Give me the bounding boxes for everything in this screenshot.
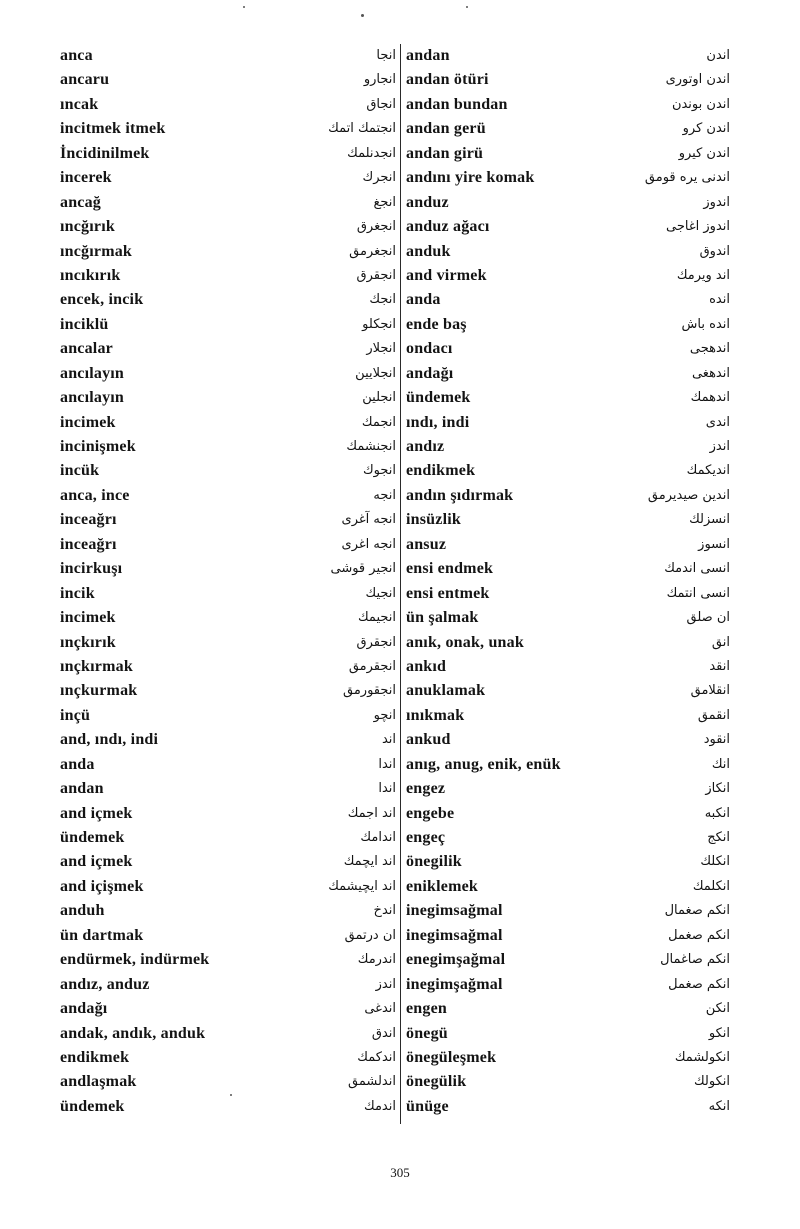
entry-turkish: inegimşağmal (406, 975, 503, 993)
dictionary-entry (60, 875, 396, 899)
entry-arabic-script: انجلين (362, 390, 396, 406)
dictionary-entry (60, 1070, 396, 1094)
entry-arabic-script: اندمك (364, 1098, 396, 1114)
entry-turkish: ündemek (60, 1097, 125, 1115)
dictionary-entry (404, 117, 730, 141)
dictionary-entry (404, 582, 730, 606)
entry-arabic-script: انكلك (700, 854, 730, 870)
entry-arabic-script: انجه (373, 487, 396, 503)
entry-arabic-script: انك (711, 756, 730, 772)
entry-arabic-script: انقود (703, 732, 730, 748)
entry-turkish: andağı (406, 364, 454, 382)
entry-arabic-script: انكو (708, 1025, 730, 1041)
dictionary-entry (404, 948, 730, 972)
entry-arabic-script: انجقرق (356, 634, 396, 650)
dictionary-entry (404, 753, 730, 777)
dictionary-entry (404, 704, 730, 728)
dictionary-entry (404, 435, 730, 459)
entry-turkish: önegü (406, 1024, 448, 1042)
dictionary-entry (60, 240, 396, 264)
entry-turkish: inegimsağmal (406, 926, 503, 944)
entry-arabic-script: انجغرق (356, 219, 396, 235)
entry-turkish: andız (406, 438, 445, 455)
dictionary-entry (60, 1095, 396, 1119)
entry-turkish: inceağrı (60, 511, 117, 529)
dictionary-entry (404, 631, 730, 655)
entry-turkish: anduz (406, 193, 449, 211)
entry-arabic-script: انقمق (697, 707, 730, 723)
entry-arabic-script: انجنشمك (346, 439, 396, 454)
dictionary-entry (60, 1046, 396, 1070)
entry-turkish: ancaru (60, 71, 110, 89)
entry-arabic-script: انديكمك (686, 463, 730, 479)
entry-turkish: ıncıkırık (60, 266, 121, 284)
dictionary-entry (60, 435, 396, 459)
dictionary-entry (60, 973, 396, 997)
dictionary-entry (60, 191, 396, 215)
entry-arabic-script: اندوق (699, 243, 730, 259)
entry-arabic-script: انجرك (362, 170, 396, 186)
entry-arabic-script: اندن بوندن (671, 96, 730, 112)
entry-arabic-script: انجه آغرى (341, 512, 396, 528)
entry-arabic-script: اندكمك (357, 1049, 396, 1065)
entry-arabic-script: انجا (376, 48, 396, 63)
print-speck (361, 14, 364, 17)
entry-arabic-script: انجدنلمك (347, 145, 396, 161)
dictionary-entry (404, 264, 730, 288)
entry-arabic-script: انكم صاغمال (660, 952, 730, 968)
dictionary-entry (404, 166, 730, 190)
dictionary-entry (60, 997, 396, 1021)
entry-arabic-script: اندين صيديرمق (647, 487, 730, 503)
entry-turkish: ınıkmak (406, 706, 465, 724)
entry-arabic-script: اندوز (703, 194, 730, 210)
entry-arabic-script: اندامك (360, 830, 396, 845)
dictionary-entry (404, 411, 730, 435)
dictionary-entry (60, 777, 396, 801)
dictionary-entry (60, 337, 396, 361)
dictionary-entry (404, 1095, 730, 1119)
dictionary-entry (404, 386, 730, 410)
entry-arabic-script: اندلشمق (348, 1074, 396, 1090)
dictionary-entry (60, 386, 396, 410)
entry-turkish: anuklamak (406, 682, 486, 700)
dictionary-entry (404, 191, 730, 215)
entry-turkish: incitmek itmek (60, 120, 166, 138)
entry-turkish: ondacı (406, 340, 453, 358)
entry-turkish: andını yire komak (406, 169, 535, 187)
entry-turkish: ünüge (406, 1097, 449, 1115)
entry-turkish: ende baş (406, 315, 467, 333)
entry-turkish: ün şalmak (406, 609, 479, 627)
entry-turkish: önegilik (406, 853, 462, 871)
entry-turkish: andağı (60, 1000, 108, 1018)
entry-arabic-script: اندهمك (690, 390, 730, 406)
entry-turkish: ansuz (406, 535, 447, 553)
entry-turkish: ündemek (406, 389, 471, 407)
entry-turkish: anda (406, 291, 441, 309)
entry-arabic-script: اندا (378, 781, 396, 797)
entry-turkish: inçü (60, 706, 91, 724)
page-number: 305 (390, 1165, 410, 1180)
entry-turkish: and içmek (60, 853, 133, 871)
entry-arabic-script: انكم صغمل (668, 927, 730, 943)
entry-turkish: inceağrı (60, 535, 117, 553)
entry-arabic-script: انكلمك (692, 878, 730, 894)
entry-turkish: incik (60, 584, 95, 602)
dictionary-entry (60, 68, 396, 92)
entry-turkish: andın şıdırmak (406, 486, 514, 504)
entry-arabic-script: انجاق (366, 96, 396, 112)
entry-arabic-script: انكاز (705, 781, 730, 797)
dictionary-entry (60, 142, 396, 166)
dictionary-entry (60, 411, 396, 435)
entry-turkish: and virmek (406, 266, 487, 284)
entry-arabic-script: اندنى يره قومق (644, 170, 730, 186)
entry-turkish: and içmek (60, 804, 133, 822)
dictionary-entry (60, 948, 396, 972)
entry-turkish: inciklü (60, 315, 109, 333)
entry-arabic-script: اندز (709, 439, 730, 454)
dictionary-entry (60, 802, 396, 826)
dictionary-entry (60, 850, 396, 874)
dictionary-entry (404, 1070, 730, 1094)
entry-arabic-script: انجتمك اتمك (328, 121, 396, 137)
dictionary-entry (404, 93, 730, 117)
entry-arabic-script: اندا (378, 756, 396, 772)
entry-arabic-script: اندى (705, 414, 730, 430)
dictionary-entry (60, 93, 396, 117)
entry-arabic-script: انجلايين (355, 365, 396, 381)
dictionary-entry (404, 313, 730, 337)
entry-turkish: engebe (406, 804, 455, 822)
entry-turkish: and, ındı, indi (60, 731, 159, 749)
entry-turkish: andız, anduz (60, 975, 150, 993)
dictionary-entry (60, 264, 396, 288)
dictionary-entry (404, 557, 730, 581)
entry-arabic-script: انقلامق (690, 683, 730, 699)
entry-turkish: ün dartmak (60, 926, 144, 944)
entry-turkish: andan gerü (406, 120, 486, 138)
entry-turkish: anda (60, 755, 95, 773)
dictionary-entry (404, 459, 730, 483)
entry-turkish: insüzlik (406, 511, 461, 529)
dictionary-entry (60, 313, 396, 337)
entry-arabic-script: انقد (709, 658, 730, 674)
dictionary-entry (404, 899, 730, 923)
dictionary-entry (404, 337, 730, 361)
dictionary-entry (404, 215, 730, 239)
entry-arabic-script: اند اجمك (347, 805, 396, 821)
entry-turkish: ancılayın (60, 389, 125, 407)
entry-arabic-script: انجيمك (357, 610, 396, 626)
entry-arabic-script: اندوز اغاجى (666, 219, 730, 235)
entry-turkish: anık, onak, unak (406, 633, 524, 651)
entry-turkish: ankıd (406, 657, 447, 675)
dictionary-entry (404, 850, 730, 874)
entry-turkish: anduh (60, 902, 105, 920)
entry-turkish: anca, ince (60, 486, 130, 504)
entry-turkish: engez (406, 780, 446, 798)
dictionary-entry (404, 826, 730, 850)
entry-arabic-script: اندن كرو (682, 121, 730, 137)
entry-turkish: eniklemek (406, 877, 479, 895)
left-column (60, 44, 396, 1119)
dictionary-entry (60, 753, 396, 777)
entry-turkish: andan ötüri (406, 71, 489, 89)
entry-arabic-script: انجقرق (356, 267, 396, 283)
entry-arabic-script: اند ايچيشمك (328, 878, 396, 894)
entry-turkish: anca (60, 47, 93, 64)
dictionary-entry (60, 44, 396, 68)
dictionary-entry (404, 240, 730, 264)
entry-arabic-script: اندن كيرو (678, 145, 730, 161)
dictionary-entry (60, 826, 396, 850)
entry-arabic-script: انسى انتمك (666, 585, 730, 601)
dictionary-entry (404, 44, 730, 68)
dictionary-entry (60, 459, 396, 483)
entry-arabic-script: انكن (705, 1001, 730, 1017)
entry-turkish: ensi endmek (406, 560, 494, 578)
entry-arabic-script: ان درتمق (344, 927, 396, 943)
entry-arabic-script: انجقورمق (343, 683, 396, 699)
entry-arabic-script: اند ويرمك (676, 267, 730, 283)
entry-arabic-script: اندغى (364, 1001, 396, 1017)
entry-turkish: andan (60, 780, 104, 798)
entry-turkish: önegülik (406, 1073, 467, 1091)
entry-turkish: encek, incik (60, 291, 144, 309)
entry-arabic-script: انسوز (698, 536, 730, 552)
entry-turkish: anıg, anug, enik, enük (406, 755, 561, 773)
entry-arabic-script: انجارو (363, 72, 396, 88)
entry-turkish: andlaşmak (60, 1073, 137, 1091)
entry-turkish: ıncak (60, 95, 99, 113)
dictionary-entry (60, 728, 396, 752)
dictionary-entry (404, 997, 730, 1021)
entry-arabic-script: ان صلق (686, 610, 730, 626)
dictionary-entry (404, 606, 730, 630)
entry-turkish: engeç (406, 829, 446, 846)
entry-arabic-script: انجك (369, 292, 396, 308)
entry-turkish: ınçkırık (60, 633, 116, 651)
entry-turkish: ancağ (60, 193, 101, 211)
entry-arabic-script: انجه اغرى (341, 536, 396, 552)
entry-turkish: andan bundan (406, 95, 508, 113)
entry-turkish: incerek (60, 169, 112, 187)
dictionary-entry (60, 679, 396, 703)
entry-arabic-script: انجغرمق (349, 243, 396, 259)
dictionary-entry (60, 704, 396, 728)
entry-turkish: incimek (60, 609, 116, 627)
column-divider (400, 44, 401, 1124)
dictionary-entry (404, 777, 730, 801)
entry-turkish: ensi entmek (406, 584, 490, 602)
print-speck (230, 1094, 232, 1096)
dictionary-entry (60, 582, 396, 606)
entry-turkish: endikmek (60, 1048, 130, 1066)
entry-arabic-script: انكج (707, 830, 730, 845)
dictionary-entry (404, 508, 730, 532)
entry-arabic-script: انده (709, 292, 730, 308)
entry-arabic-script: اند ايچمك (343, 854, 396, 870)
entry-turkish: incimek (60, 413, 116, 431)
entry-turkish: endürmek, indürmek (60, 951, 210, 969)
entry-arabic-script: اندق (371, 1025, 396, 1041)
entry-arabic-script: انجغ (373, 194, 396, 210)
dictionary-entry (404, 728, 730, 752)
dictionary-entry (404, 924, 730, 948)
dictionary-entry (404, 1046, 730, 1070)
entry-arabic-script: اندهغى (691, 365, 730, 381)
dictionary-entry (404, 655, 730, 679)
right-column (404, 44, 730, 1119)
entry-turkish: anduk (406, 242, 451, 260)
entry-arabic-script: اندرمك (357, 952, 396, 968)
dictionary-entry (60, 606, 396, 630)
dictionary-entry (404, 142, 730, 166)
dictionary-entry (60, 166, 396, 190)
entry-turkish: önegüleşmek (406, 1048, 497, 1066)
entry-arabic-script: انچو (373, 707, 396, 723)
entry-turkish: ınçkırmak (60, 657, 133, 675)
dictionary-entry (404, 484, 730, 508)
dictionary-entry (60, 899, 396, 923)
entry-arabic-script: انسزلك (689, 512, 730, 528)
entry-arabic-script: انجير قوشى (330, 561, 396, 577)
entry-arabic-script: اندز (375, 976, 396, 992)
entry-arabic-script: اندن اوتوری (665, 72, 730, 88)
entry-turkish: incinişmek (60, 438, 136, 455)
dictionary-entry (404, 1022, 730, 1046)
dictionary-entry (60, 557, 396, 581)
dictionary-entry (60, 484, 396, 508)
entry-turkish: endikmek (406, 462, 476, 480)
entry-turkish: engen (406, 1000, 447, 1018)
entry-turkish: ancılayın (60, 364, 125, 382)
entry-arabic-script: انكولك (693, 1074, 730, 1090)
entry-turkish: ancalar (60, 340, 113, 358)
dictionary-entry (404, 288, 730, 312)
entry-arabic-script: انجوك (362, 463, 396, 479)
entry-turkish: ındı, indi (406, 413, 470, 431)
entry-arabic-script: انجمك (361, 414, 396, 430)
entry-turkish: andan girü (406, 144, 484, 162)
print-speck (243, 6, 245, 8)
entry-turkish: incük (60, 462, 100, 480)
dictionary-entry (60, 533, 396, 557)
entry-arabic-script: اندن (706, 48, 730, 63)
entry-arabic-script: انكه (708, 1098, 730, 1114)
entry-turkish: İncidinilmek (60, 144, 150, 162)
entry-arabic-script: انكم صغمال (664, 903, 730, 919)
entry-arabic-script: انده باش (681, 316, 730, 332)
entry-turkish: ınçkurmak (60, 682, 138, 700)
entry-turkish: and içişmek (60, 877, 144, 895)
entry-turkish: anduz ağacı (406, 218, 490, 236)
entry-arabic-script: انق (711, 634, 730, 650)
dictionary-entry (60, 924, 396, 948)
dictionary-entry (404, 875, 730, 899)
entry-arabic-script: انجكلو (362, 316, 396, 332)
dictionary-entry (60, 631, 396, 655)
entry-turkish: incirkuşı (60, 560, 123, 578)
entry-turkish: ündemek (60, 829, 125, 846)
entry-turkish: andak, andık, anduk (60, 1024, 206, 1042)
dictionary-entry (60, 215, 396, 239)
dictionary-entry (60, 1022, 396, 1046)
dictionary-entry (404, 362, 730, 386)
dictionary-entry (60, 508, 396, 532)
entry-turkish: ıncğırmak (60, 242, 133, 260)
entry-turkish: inegimsağmal (406, 902, 503, 920)
entry-arabic-script: اند (381, 732, 396, 748)
entry-arabic-script: اندهجى (689, 341, 730, 357)
dictionary-entry (60, 117, 396, 141)
entry-turkish: ankud (406, 731, 451, 749)
print-speck (466, 6, 468, 8)
entry-arabic-script: انسى اندمك (664, 561, 730, 577)
dictionary-entry (60, 288, 396, 312)
dictionary-entry (60, 655, 396, 679)
dictionary-entry (404, 973, 730, 997)
entry-arabic-script: اندخ (373, 903, 396, 919)
entry-turkish: andan (406, 47, 450, 64)
entry-arabic-script: انجقرمق (348, 658, 396, 674)
dictionary-entry (404, 679, 730, 703)
entry-arabic-script: انجيك (365, 585, 396, 601)
dictionary-entry (404, 802, 730, 826)
dictionary-entry (60, 362, 396, 386)
entry-arabic-script: انجلار (366, 341, 396, 357)
entry-arabic-script: انكبه (704, 805, 730, 821)
entry-arabic-script: انكولشمك (674, 1049, 730, 1065)
entry-arabic-script: انكم صغمل (668, 976, 730, 992)
entry-turkish: ıncğırık (60, 218, 115, 236)
dictionary-entry (404, 533, 730, 557)
dictionary-entry (404, 68, 730, 92)
entry-turkish: enegimşağmal (406, 951, 506, 969)
